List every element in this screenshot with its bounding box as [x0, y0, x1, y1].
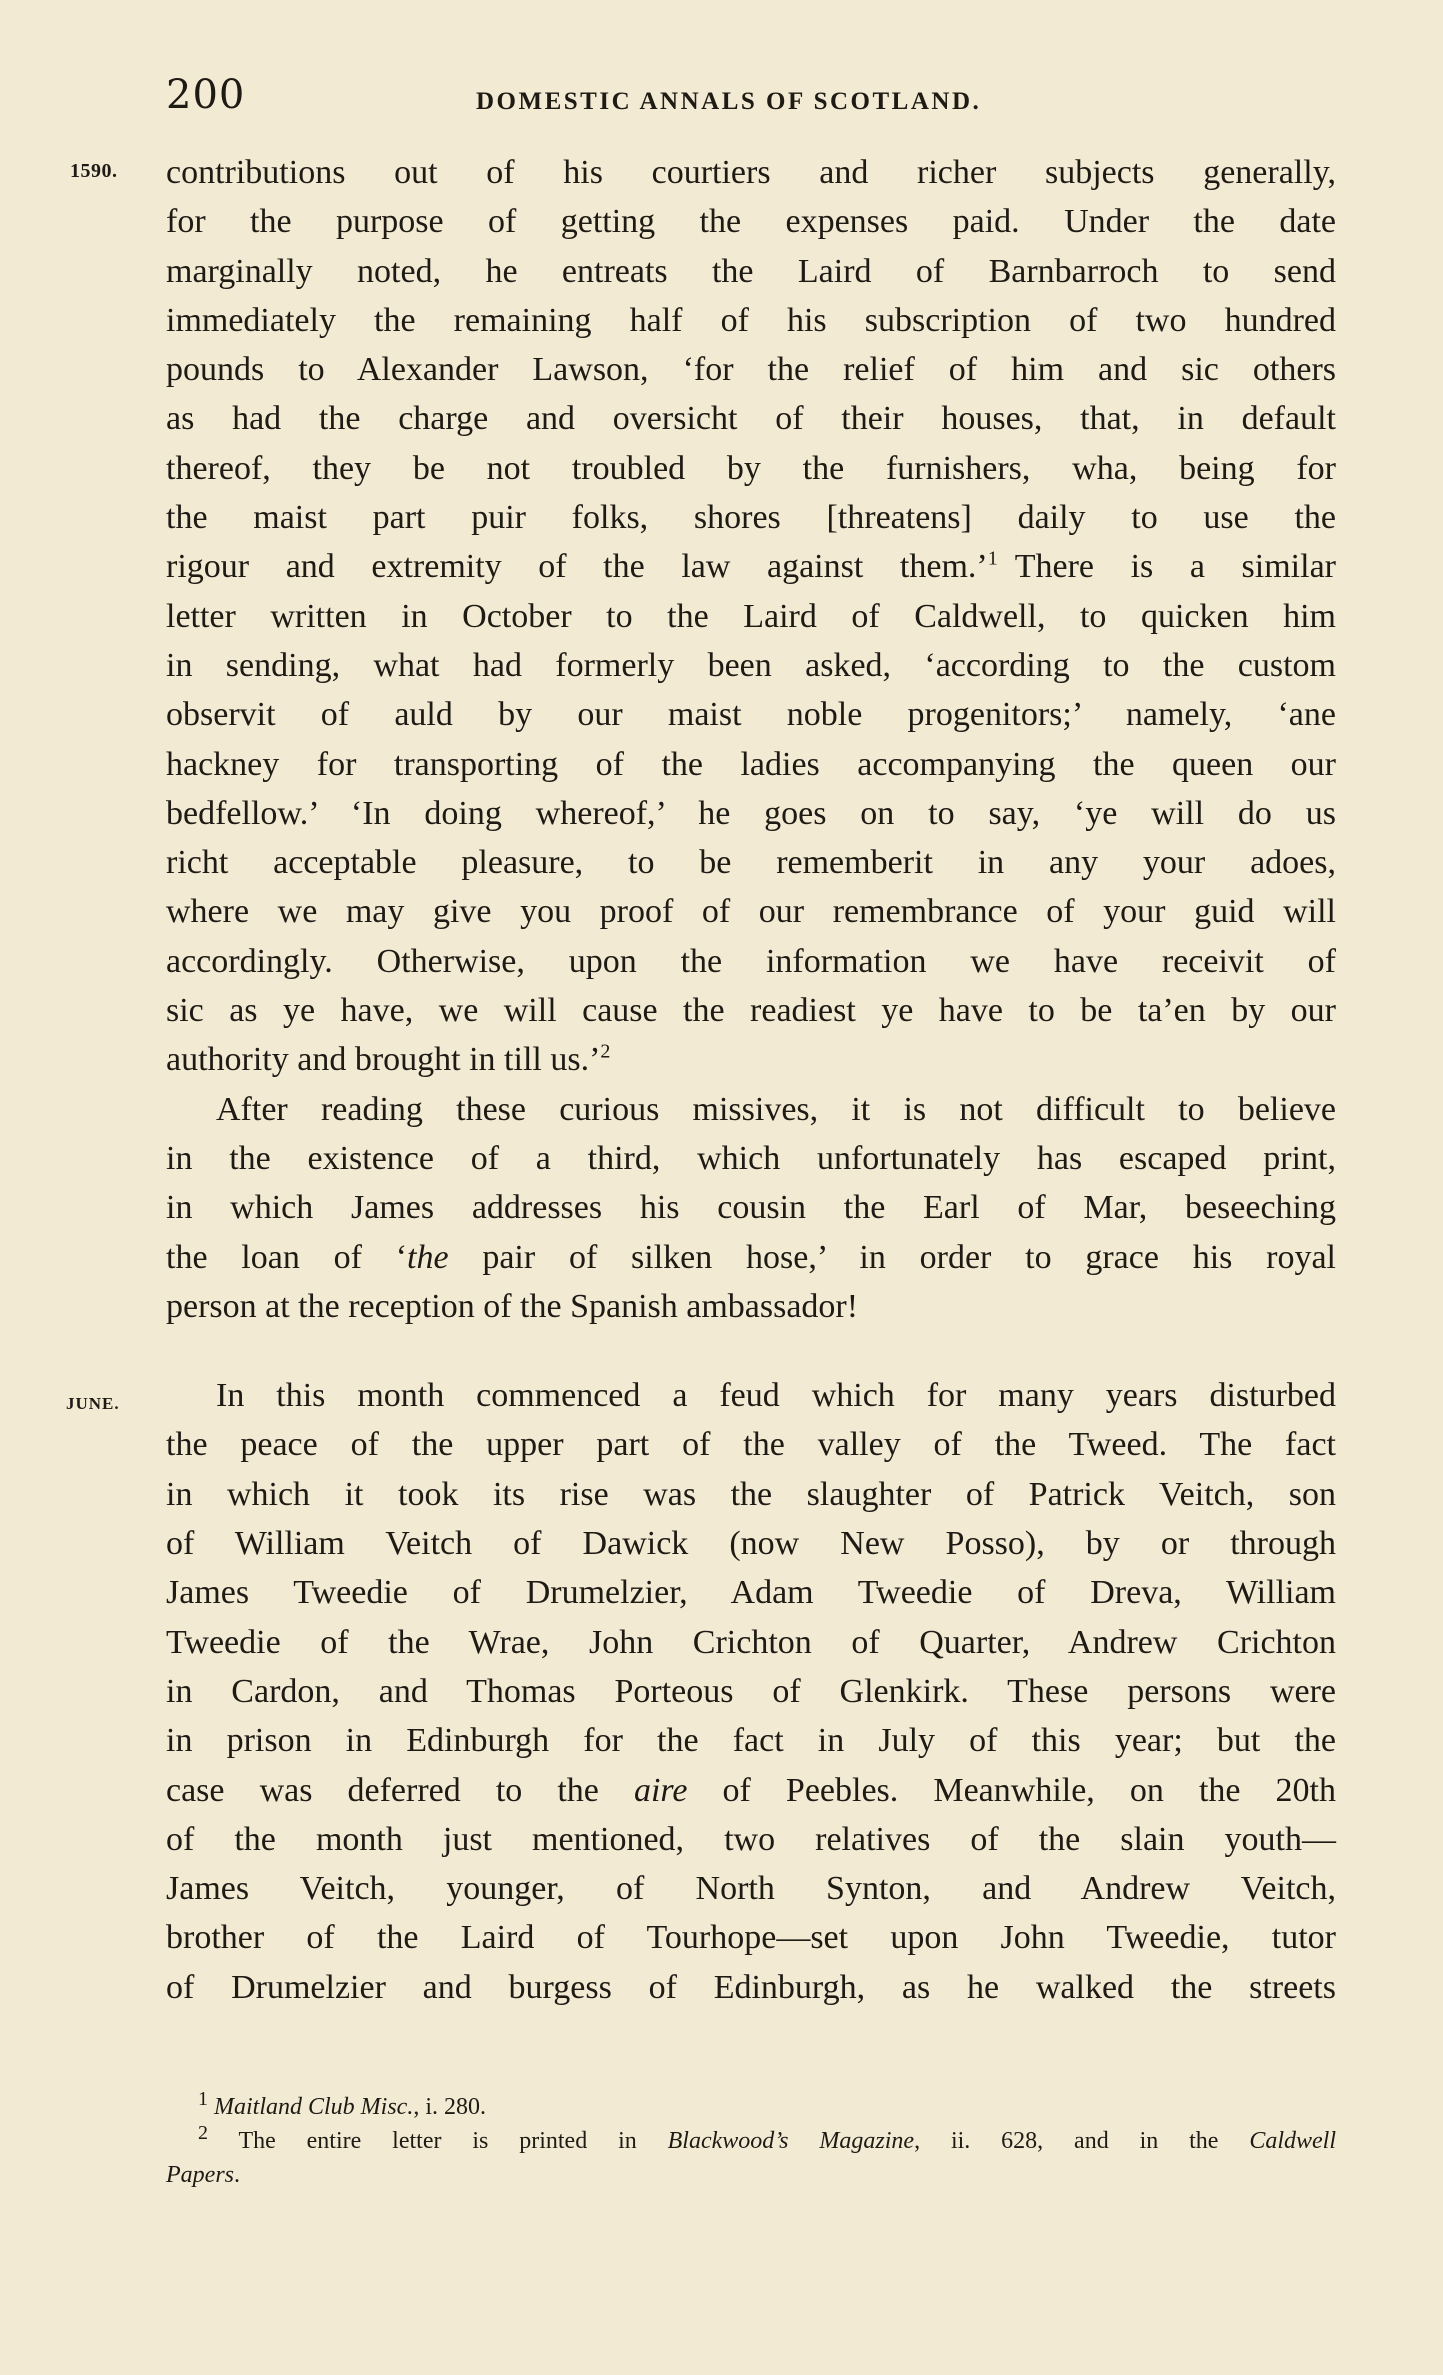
- body-text: [166, 148, 1336, 2012]
- text-line: In this month commenced a feud which for many years disturbed: [216, 1377, 1336, 1415]
- text-line: immediately the remaining half of his subscription of two hundred: [166, 301, 1336, 339]
- text-line: After reading these curious missives, it is not difficult to believe: [216, 1090, 1336, 1128]
- text-line: observit of auld by our maist noble progenitors;’ namely, ‘ane: [166, 696, 1336, 734]
- text-line: of William Veitch of Dawick (now New Posso), by or through: [166, 1525, 1336, 1563]
- text-line: person at the reception of the Spanish ambassador!: [166, 1287, 859, 1325]
- text-line: as had the charge and oversicht of their houses, that, in default: [166, 400, 1336, 438]
- text-line: letter written in October to the Laird of Caldwell, to quicken him: [166, 597, 1336, 635]
- text-line: [166, 1233, 1336, 1282]
- text-line: brother of the Laird of Tourhope—set upon John Tweedie, tutor: [166, 1919, 1336, 1957]
- text-line: for the purpose of getting the expenses paid. Under the date: [166, 203, 1336, 241]
- text-line: [166, 542, 1336, 591]
- text-line: sic as ye have, we will cause the readiest ye have to be ta’en by our: [166, 992, 1336, 1030]
- text-line: in which it took its rise was the slaughter of Patrick Veitch, son: [166, 1475, 1336, 1513]
- text-line: the peace of the upper part of the valley of the Tweed. The fact: [166, 1426, 1336, 1464]
- text-line: [166, 1766, 1336, 1815]
- text-line: the maist part puir folks, shores [threatens] daily to use the: [166, 499, 1336, 537]
- text-line: in the existence of a third, which unfortunately has escaped print,: [166, 1139, 1336, 1177]
- text-line: thereof, they be not troubled by the furnishers, wha, being for: [166, 449, 1336, 487]
- footnote-text: , i. 280.: [413, 2094, 486, 2120]
- footnote-text: .: [234, 2162, 240, 2188]
- margin-note-year: 1590.: [70, 160, 118, 182]
- margin-note-month: JUNE.: [66, 1394, 120, 1413]
- text-line: James Tweedie of Drumelzier, Adam Tweedie of Dreva, William: [166, 1574, 1336, 1612]
- text-line: of the month just mentioned, two relatives of the slain youth—: [166, 1820, 1336, 1858]
- text-line: richt acceptable pleasure, to be rememberit in any your adoes,: [166, 844, 1336, 882]
- text-line: bedfellow.’ ‘In doing whereof,’ he goes on to say, ‘ye will do us: [166, 794, 1336, 832]
- text-line: hackney for transporting of the ladies accompanying the queen our: [166, 745, 1336, 783]
- italic-word: the: [407, 1238, 449, 1276]
- text-line: [166, 1035, 1336, 1084]
- footnote-source-title: Papers: [166, 2162, 234, 2188]
- text-span: the loan of ‘: [166, 1238, 408, 1276]
- text-span: authority and brought in till us.’: [166, 1041, 601, 1079]
- text-line: Tweedie of the Wrae, John Crichton of Quarter, Andrew Crichton: [166, 1623, 1336, 1661]
- text-line: in sending, what had formerly been asked, ‘according to the custom: [166, 646, 1336, 684]
- text-line: in Cardon, and Thomas Porteous of Glenkirk. These persons were: [166, 1672, 1336, 1710]
- text-line: pounds to Alexander Lawson, ‘for the relief of him and sic others: [166, 351, 1336, 389]
- footnote-mark: 2: [198, 2122, 208, 2144]
- text-span: rigour and extremity of the law against them.’: [166, 548, 988, 586]
- text-line: accordingly. Otherwise, upon the information we have receivit of: [166, 942, 1336, 980]
- text-span: pair of silken hose,’ in order to grace his royal: [448, 1238, 1336, 1276]
- footnote-2: [166, 2124, 1336, 2158]
- text-line: contributions out of his courtiers and richer subjects generally,: [166, 154, 1336, 191]
- text-line: in which James addresses his cousin the Earl of Mar, beseeching: [166, 1189, 1336, 1227]
- footnote-source-title: Blackwood’s Magazine: [667, 2128, 915, 2154]
- footnote-text: , ii. 628, and in the: [914, 2128, 1250, 2154]
- footnote-source-title: Maitland Club Misc.: [214, 2094, 414, 2120]
- footnote-1: [166, 2090, 1336, 2124]
- text-line: where we may give you proof of our remembrance of your guid will: [166, 893, 1336, 931]
- footnote-2-continued: [166, 2158, 1336, 2192]
- text-line: of Drumelzier and burgess of Edinburgh, as he walked the streets: [166, 1968, 1336, 2006]
- text-span: There is a similar: [1014, 548, 1336, 586]
- page-header: [166, 70, 1336, 130]
- text-span: case was deferred to the: [166, 1771, 634, 1809]
- footnote-ref[interactable]: 1: [987, 548, 998, 571]
- footnote-ref[interactable]: 2: [600, 1041, 611, 1064]
- footnote-source-title: Caldwell: [1249, 2128, 1336, 2154]
- page-number: 200: [166, 72, 246, 118]
- text-line: marginally noted, he entreats the Laird of Barnbarroch to send: [166, 252, 1336, 290]
- text-span: of Peebles. Meanwhile, on the 20th: [687, 1771, 1336, 1809]
- text-line: in prison in Edinburgh for the fact in July of this year; but the: [166, 1722, 1336, 1760]
- footnote-text: The entire letter is printed in: [238, 2128, 668, 2154]
- italic-word: aire: [633, 1771, 688, 1809]
- text-line: James Veitch, younger, of North Synton, and Andrew Veitch,: [166, 1870, 1336, 1908]
- footnotes: [166, 2090, 1336, 2192]
- running-head: DOMESTIC ANNALS OF SCOTLAND.: [476, 88, 982, 115]
- footnote-mark: 1: [198, 2088, 208, 2110]
